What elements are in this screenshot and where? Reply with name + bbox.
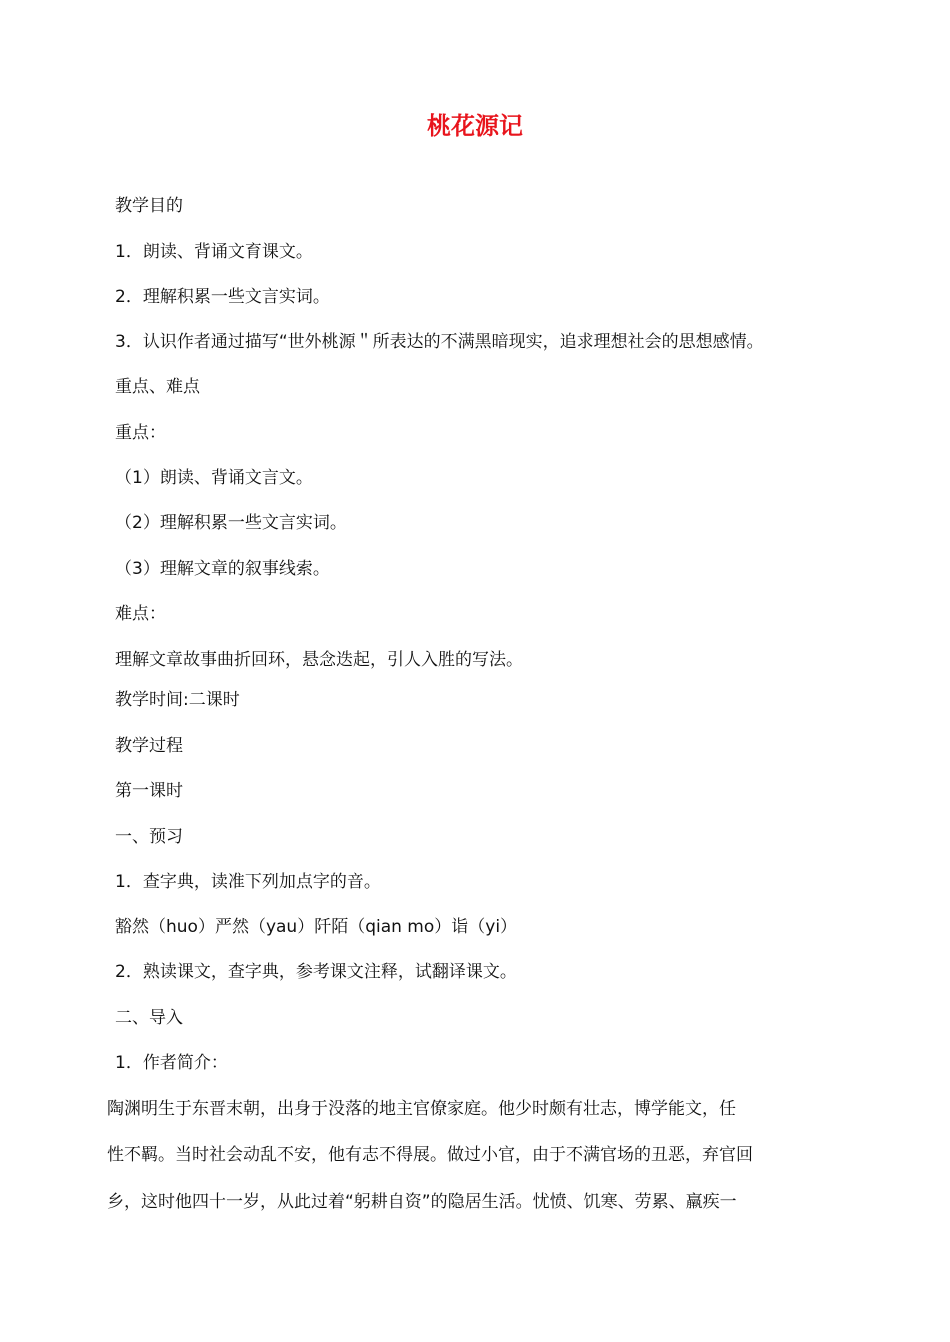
lesson-heading-first: 第一课时 [115, 781, 183, 801]
key-point-item-3: （3）理解文章的叙事线索。 [115, 559, 330, 579]
objective-item-2: 2．理解积累一些文言实词。 [115, 287, 330, 307]
intro-item-1: 1．作者简介： [115, 1053, 228, 1073]
key-point-item-2: （2）理解积累一些文言实词。 [115, 513, 347, 533]
section-heading-key-points: 重点、难点 [115, 377, 200, 397]
subsection-heading-intro: 二、导入 [115, 1008, 183, 1028]
preview-item-2: 2．熟读课文，查字典，参考课文注释，试翻译课文。 [115, 962, 517, 982]
subsection-heading-preview: 一、预习 [115, 827, 183, 847]
author-bio-line-3: 乡，这时他四十一岁，从此过着“躬耕自资”的隐居生活。忧愤、饥寒、劳累、羸疾一 [107, 1192, 737, 1212]
pronunciation-list: 豁然（huo）严然（yau）阡陌（qian mo）诣（yi） [115, 917, 518, 937]
teaching-time: 教学时间:二课时 [115, 690, 240, 710]
difficulty-label: 难点： [115, 604, 166, 624]
difficulty-text: 理解文章故事曲折回环，悬念迭起，引人入胜的写法。 [115, 650, 523, 670]
objective-item-3: 3．认识作者通过描写“世外桃源＂所表达的不满黑暗现实，追求理想社会的思想感情。 [115, 332, 764, 352]
key-points-label: 重点： [115, 423, 166, 443]
objective-item-1: 1．朗读、背诵文育课文。 [115, 242, 313, 262]
author-bio-line-2: 性不羁。当时社会动乱不安，他有志不得展。做过小官，由于不满官场的丑恶，弃官回 [107, 1145, 753, 1165]
key-point-item-1: （1）朗读、背诵文言文。 [115, 468, 313, 488]
author-bio-line-1: 陶渊明生于东晋末朝，出身于没落的地主官僚家庭。他少时颇有壮志，博学能文，任 [107, 1099, 736, 1119]
section-heading-process: 教学过程 [115, 736, 183, 756]
preview-item-1: 1．查字典，读准下列加点字的音。 [115, 872, 381, 892]
section-heading-objectives: 教学目的 [115, 196, 183, 216]
document-title: 桃花源记 [427, 112, 523, 140]
